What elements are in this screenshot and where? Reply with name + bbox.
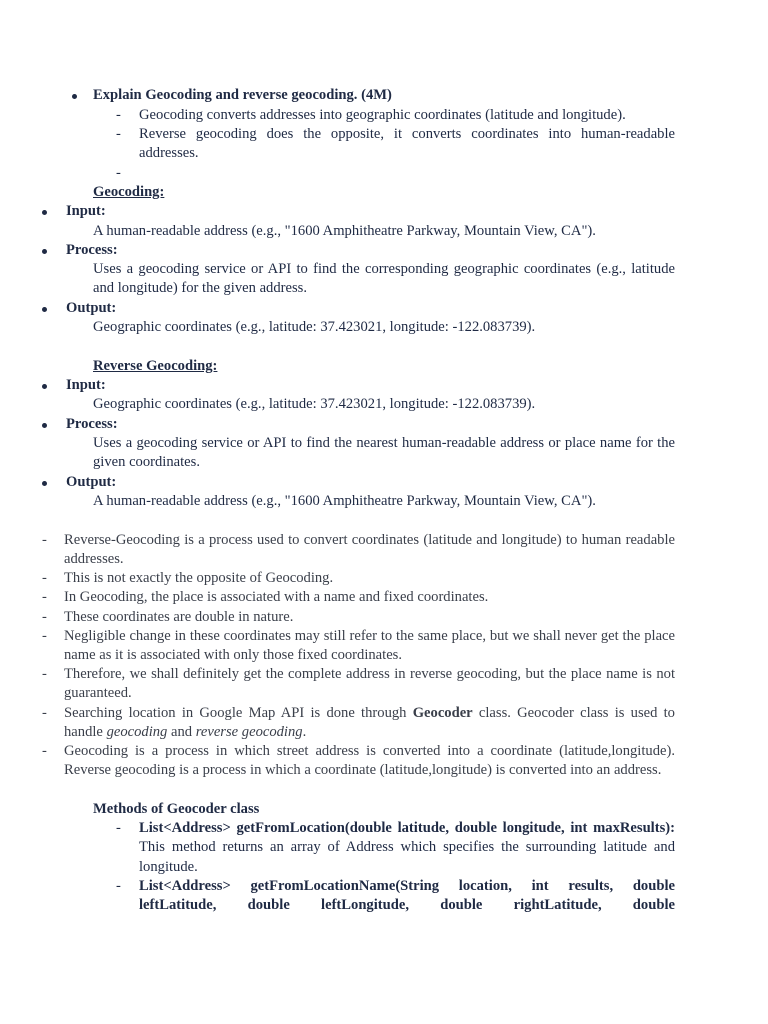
dash-mark: - (42, 570, 47, 586)
geocoding-output-label: Output: (66, 300, 117, 316)
geocoding-output-text: Geographic coordinates (e.g., latitude: 37.423021, longitude: -122.083739). (93, 319, 536, 335)
note-item: Negligible change in these coordinates may still refer to the same place, but we shall never get the place name as it is associated with only those fixed coordinates. (64, 628, 675, 664)
geocoding-input-label: Input: (66, 203, 106, 219)
bullet-dot (72, 94, 77, 99)
question-dash-2: Reverse geocoding does the opposite, it converts coordinates into human-readable addresses. (139, 126, 675, 162)
reverse-input-label: Input: (66, 377, 106, 393)
note-item: Searching location in Google Map API is done through Geocoder class. Geocoder class is used to handle geocoding and reverse geocoding. (64, 705, 675, 741)
geocoding-input-text: A human-readable address (e.g., "1600 Amphitheatre Parkway, Mountain View, CA"). (93, 223, 596, 239)
dash-mark: - (116, 165, 121, 181)
note-item: In Geocoding, the place is associated with a name and fixed coordinates. (64, 589, 489, 605)
geocoding-process-label: Process: (66, 242, 118, 258)
bullet-dot (42, 307, 47, 312)
dash-mark: - (42, 628, 47, 644)
question-dash-1: Geocoding converts addresses into geographic coordinates (latitude and longitude). (139, 107, 626, 123)
dash-mark: - (116, 107, 121, 123)
reverse-output-text: A human-readable address (e.g., "1600 Amphitheatre Parkway, Mountain View, CA"). (93, 493, 596, 509)
bullet-dot (42, 249, 47, 254)
geocoding-heading: Geocoding: (93, 184, 165, 200)
dash-mark: - (116, 820, 121, 836)
method-item: List<Address> getFromLocation(double latitude, double longitude, int maxResults): This method returns an array of Address which specifies the surrounding latitude and longitude. (139, 820, 675, 875)
note-item: This is not exactly the opposite of Geocoding. (64, 570, 334, 586)
dash-mark: - (116, 126, 121, 142)
reverse-output-label: Output: (66, 474, 117, 490)
bullet-dot (42, 210, 47, 215)
dash-mark: - (42, 589, 47, 605)
geocoding-process-text: Uses a geocoding service or API to find the corresponding geographic coordinates (e.g., latitude and longitude) for the given address. (93, 261, 675, 297)
bullet-dot (42, 423, 47, 428)
note-item: Reverse-Geocoding is a process used to convert coordinates (latitude and longitude) to human readable addresses. (64, 532, 675, 568)
methods-heading: Methods of Geocoder class (93, 801, 260, 817)
dash-mark: - (42, 532, 47, 548)
reverse-heading: Reverse Geocoding: (93, 358, 218, 374)
dash-mark: - (116, 878, 121, 894)
bullet-dot (42, 384, 47, 389)
note-item: Geocoding is a process in which street address is converted into a coordinate (latitude,longitude). Reverse geocoding is a process in which a coordinate (latitude,longitude) is converted into an address. (64, 743, 675, 779)
dash-mark: - (42, 609, 47, 625)
note-item: Therefore, we shall definitely get the complete address in reverse geocoding, but the place name is not guaranteed. (64, 666, 675, 702)
question-title: Explain Geocoding and reverse geocoding. (4M) (93, 87, 392, 103)
dash-mark: - (42, 705, 47, 721)
bullet-dot (42, 481, 47, 486)
reverse-input-text: Geographic coordinates (e.g., latitude: 37.423021, longitude: -122.083739). (93, 396, 536, 412)
method-item: List<Address> getFromLocationName(String location, int results, double leftLatitude, double leftLongitude, double rightLatitude, double (139, 878, 675, 914)
reverse-process-label: Process: (66, 416, 118, 432)
dash-mark: - (42, 666, 47, 682)
dash-mark: - (42, 743, 47, 759)
note-item: These coordinates are double in nature. (64, 609, 294, 625)
reverse-process-text: Uses a geocoding service or API to find the nearest human-readable address or place name for the given coordinates. (93, 435, 675, 471)
